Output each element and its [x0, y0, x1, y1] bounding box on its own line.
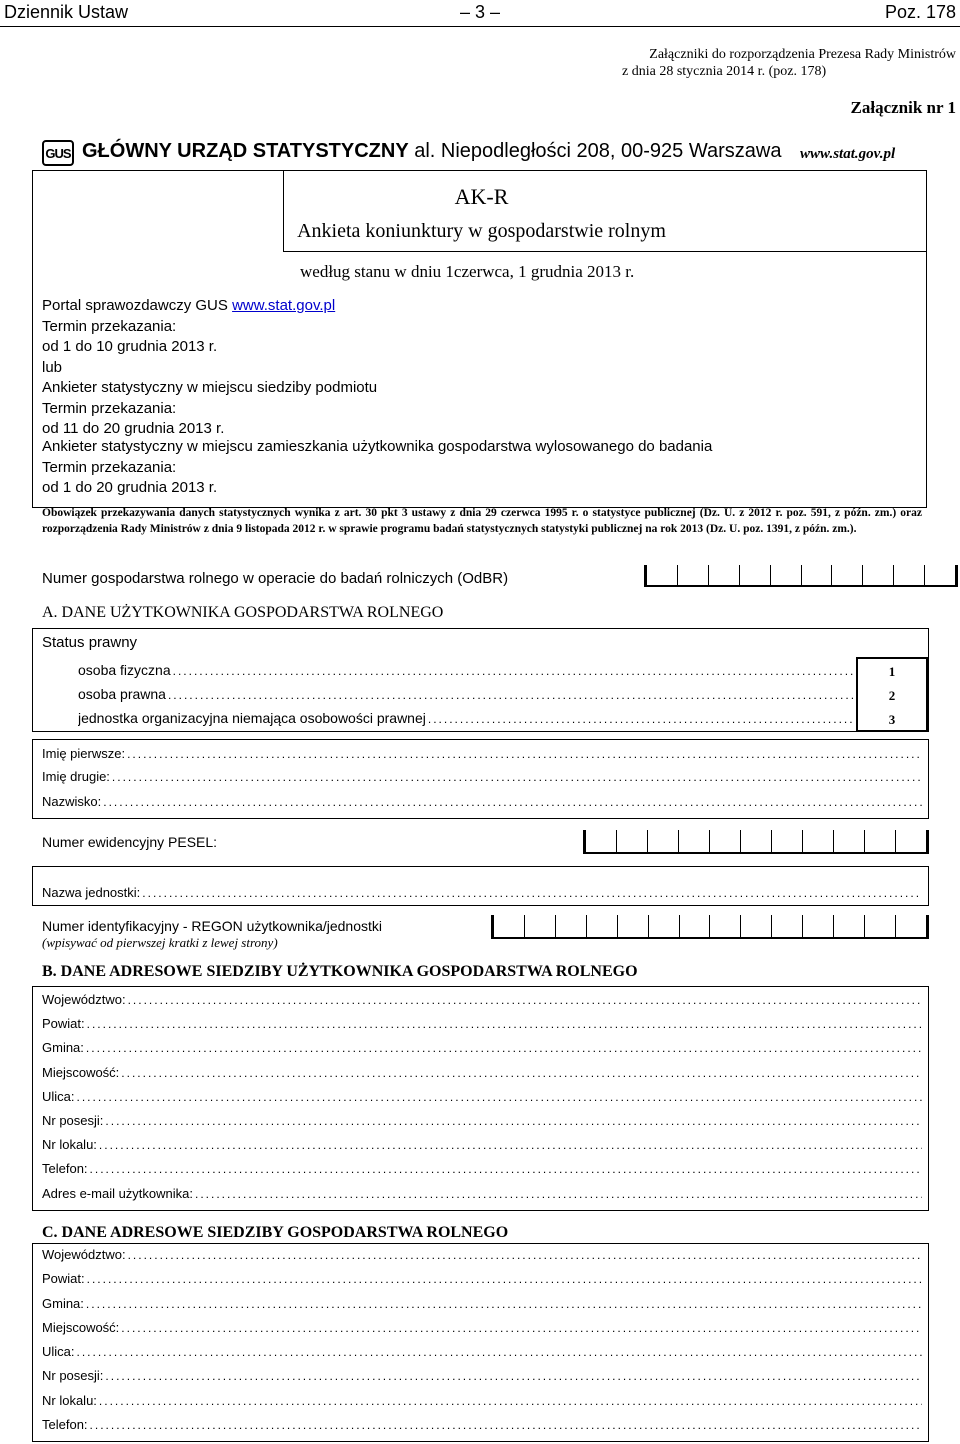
gus-website: www.stat.gov.pl	[800, 146, 896, 162]
b-locality-field[interactable]	[42, 1065, 922, 1080]
status-code-1: 1	[888, 664, 896, 679]
first-name-label: Imię pierwsze:	[42, 746, 126, 761]
second-name-label: Imię drugie:	[42, 769, 110, 784]
b-county-field[interactable]	[42, 1016, 922, 1031]
header-rule	[0, 26, 960, 27]
c-apartment-field[interactable]	[42, 1393, 922, 1408]
field-label: Nr posesji:	[42, 1113, 104, 1128]
option-label: osoba prawna	[78, 686, 166, 702]
regon-input[interactable]	[491, 915, 929, 939]
b-street-field[interactable]	[42, 1089, 922, 1104]
b-apartment-field[interactable]	[42, 1137, 922, 1152]
surname-label: Nazwisko:	[42, 794, 102, 809]
b-email-field[interactable]	[42, 1186, 922, 1201]
term1-value: od 1 do 10 grudnia 2013 r.	[42, 338, 218, 355]
option-label: osoba fizyczna	[78, 662, 171, 678]
second-name-field[interactable]	[42, 769, 922, 784]
b-house-number-field[interactable]	[42, 1113, 922, 1128]
field-label: Nr posesji:	[42, 1368, 104, 1383]
status-code-3: 3	[888, 712, 896, 727]
interviewer1-label: Ankieter statystyczny w miejscu siedziby podmiotu	[42, 379, 378, 396]
c-phone-field[interactable]	[42, 1417, 922, 1432]
pesel-label: Numer ewidencyjny PESEL:	[42, 834, 218, 850]
page-number: – 3 –	[460, 2, 501, 22]
c-locality-field[interactable]	[42, 1320, 922, 1335]
option-label: jednostka organizacyjna niemająca osobowości prawnej	[78, 710, 426, 726]
field-label: Gmina:	[42, 1040, 84, 1055]
pesel-input[interactable]	[583, 830, 929, 854]
b-commune-field[interactable]	[42, 1040, 922, 1055]
field-label: Ulica:	[42, 1344, 75, 1359]
submission-block	[42, 296, 377, 440]
submission-block-2	[42, 437, 712, 499]
field-label: Gmina:	[42, 1296, 84, 1311]
annex-number: Załącznik nr 1	[850, 98, 956, 117]
status-option-unit[interactable]	[78, 710, 854, 726]
position-number: Poz. 178	[884, 2, 956, 22]
unit-name-label: Nazwa jednostki:	[42, 885, 141, 900]
status-option-legal[interactable]	[78, 686, 854, 702]
term3-label: Termin przekazania:	[42, 458, 177, 476]
form-status-date: według stanu w dniu 1czerwca, 1 grudnia 2013 r.	[300, 262, 635, 281]
section-c-title: C. DANE ADRESOWE SIEDZIBY GOSPODARSTWA ROLNEGO	[42, 1224, 509, 1241]
portal-label: Portal sprawozdawczy GUS	[42, 297, 233, 314]
gus-heading	[82, 140, 781, 163]
or-label: lub	[42, 358, 63, 376]
gus-logo-text: GUS	[45, 145, 71, 161]
c-voivodeship-field[interactable]	[42, 1247, 922, 1262]
field-label: Nr lokalu:	[42, 1137, 97, 1152]
field-label: Telefon:	[42, 1417, 88, 1432]
farm-number-input[interactable]	[644, 565, 958, 587]
gus-address: al. Niepodległości 208, 00-925 Warszawa	[408, 140, 782, 162]
field-label: Ulica:	[42, 1089, 75, 1104]
b-voivodeship-field[interactable]	[42, 992, 922, 1007]
term1-label: Termin przekazania:	[42, 317, 177, 335]
unit-name-field[interactable]	[42, 885, 922, 900]
gus-name: GŁÓWNY URZĄD STATYSTYCZNY	[82, 140, 409, 162]
field-label: Województwo:	[42, 1247, 126, 1262]
c-street-field[interactable]	[42, 1344, 922, 1359]
portal-link[interactable]: www.stat.gov.pl	[232, 297, 336, 314]
status-option-natural[interactable]	[78, 662, 854, 678]
regon-label: Numer identyfikacyjny - REGON użytkownika/jednostki	[42, 918, 383, 934]
form-code: AK-R	[454, 184, 509, 209]
legal-obligation: Obowiązek przekazywania danych statystycznych wynika z art. 30 pkt 3 ustawy z dnia 29 czerwca 1995 r. o statystyce publicznej (Dz. U. z 2012 r. poz. 591, z późn. zm.) oraz rozporządzenia Rady Ministrów z dnia 9 listopada 2012 r. w sprawie programu badań statystycznych statystyki publicznej na rok 2013 (Dz. U. poz. 1391, z późn. zm.).	[42, 507, 922, 535]
term2-label: Termin przekazania:	[42, 399, 177, 417]
c-commune-field[interactable]	[42, 1296, 922, 1311]
field-label: Województwo:	[42, 992, 126, 1007]
form-title: Ankieta koniunktury w gospodarstwie rolnym	[297, 220, 666, 242]
term3-value: od 1 do 20 grudnia 2013 r.	[42, 479, 218, 496]
regon-hint: (wpisywać od pierwszej kratki z lewej strony)	[42, 935, 278, 950]
term2-value: od 11 do 20 grudnia 2013 r.	[42, 420, 225, 437]
field-label: Nr lokalu:	[42, 1393, 97, 1408]
field-label: Miejscowość:	[42, 1320, 120, 1335]
field-label: Powiat:	[42, 1271, 85, 1286]
surname-field[interactable]	[42, 794, 922, 809]
gus-logo	[42, 140, 74, 166]
attachments-line1: Załączniki do rozporządzenia Prezesa Rady Ministrów	[649, 47, 956, 62]
status-code-2: 2	[888, 688, 896, 703]
field-label: Telefon:	[42, 1161, 88, 1176]
section-b-title: B. DANE ADRESOWE SIEDZIBY UŻYTKOWNIKA GOSPODARSTWA ROLNEGO	[42, 963, 638, 980]
field-label: Powiat:	[42, 1016, 85, 1031]
interviewer2-label: Ankieter statystyczny w miejscu zamieszkania użytkownika gospodarstwa wylosowanego do badania	[42, 438, 713, 455]
field-label: Adres e-mail użytkownika:	[42, 1186, 193, 1201]
attachments-line2: z dnia 28 stycznia 2014 r. (poz. 178)	[622, 64, 827, 79]
c-house-number-field[interactable]	[42, 1368, 922, 1383]
section-a-title: A. DANE UŻYTKOWNIKA GOSPODARSTWA ROLNEGO	[42, 604, 444, 621]
c-county-field[interactable]	[42, 1271, 922, 1286]
farm-number-label: Numer gospodarstwa rolnego w operacie do badań rolniczych (OdBR)	[42, 570, 509, 587]
first-name-field[interactable]	[42, 746, 922, 761]
b-phone-field[interactable]	[42, 1161, 922, 1176]
journal-title: Dziennik Ustaw	[4, 2, 129, 22]
status-label: Status prawny	[42, 634, 138, 651]
field-label: Miejscowość:	[42, 1065, 120, 1080]
portal-line	[42, 296, 377, 317]
